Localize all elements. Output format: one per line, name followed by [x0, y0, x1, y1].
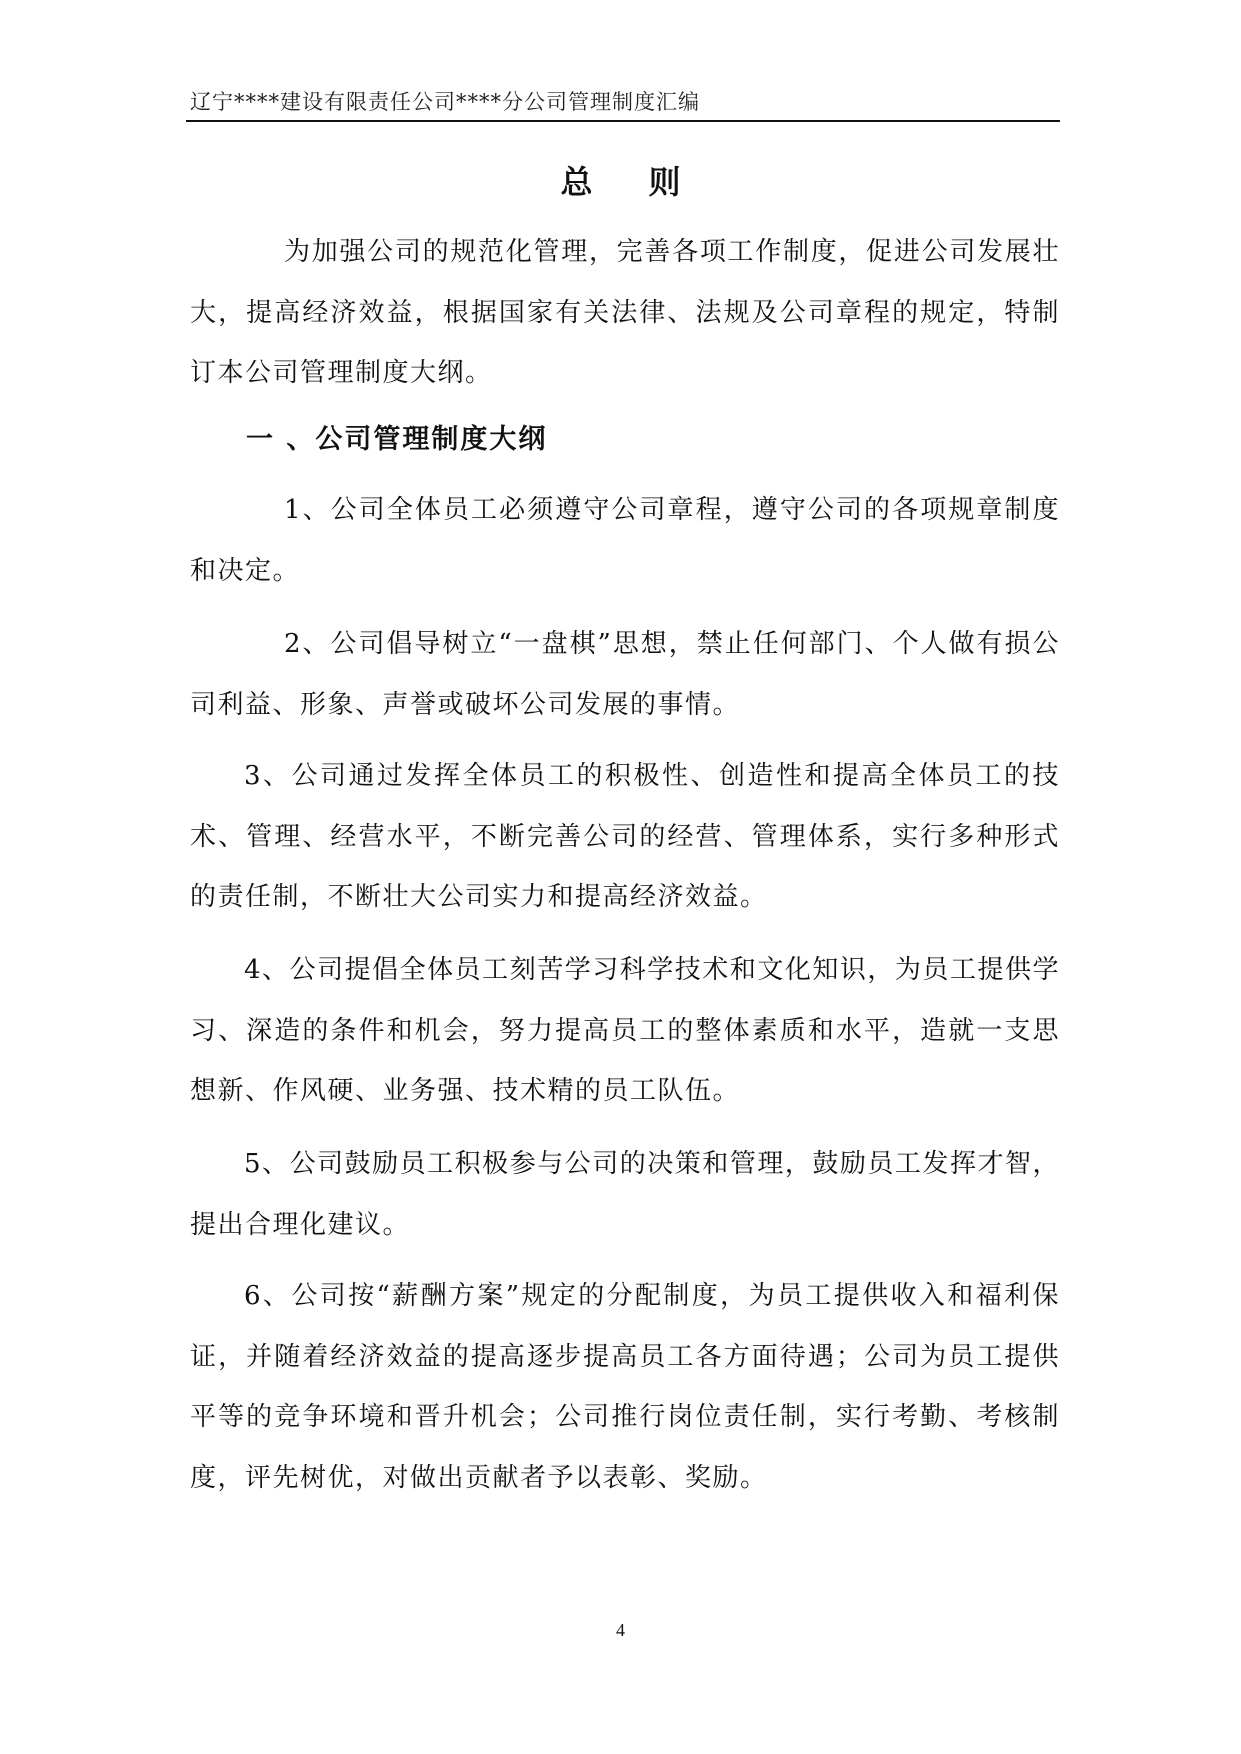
list-item: 3、公司通过发挥全体员工的积极性、创造性和提高全体员工的技术、管理、经营水平，不断完善公司的经营、管理体系，实行多种形式的责任制，不断壮大公司实力和提高经济效益。 — [190, 761, 1060, 913]
list-item: 6、公司按“薪酬方案”规定的分配制度，为员工提供收入和福利保证，并随着经济效益的提高逐步提高员工各方面待遇；公司为员工提供平等的竞争环境和晋升机会；公司推行岗位责任制，实行考勤、考核制度，评先树优，对做出贡献者予以表彰、奖励。 — [190, 1281, 1060, 1493]
document-title: 总则 — [560, 163, 737, 201]
list-item: 1、公司全体员工必须遵守公司章程，遵守公司的各项规章制度和决定。 — [190, 495, 1060, 586]
intro-paragraph: 为加强公司的规范化管理，完善各项工作制度，促进公司发展壮大，提高经济效益，根据国家有关法律、法规及公司章程的规定，特制订本公司管理制度大纲。 — [190, 237, 1060, 389]
section-heading: 一 、公司管理制度大纲 — [246, 424, 548, 455]
running-header: 辽宁****建设有限责任公司****分公司管理制度汇编 — [190, 90, 700, 114]
list-item: 5、公司鼓励员工积极参与公司的决策和管理，鼓励员工发挥才智，提出合理化建议。 — [190, 1149, 1060, 1240]
list-item: 4、公司提倡全体员工刻苦学习科学技术和文化知识，为员工提供学习、深造的条件和机会，努力提高员工的整体素质和水平，造就一支思想新、作风硬、业务强、技术精的员工队伍。 — [190, 955, 1060, 1107]
header-rule — [186, 120, 1060, 122]
list-item: 2、公司倡导树立“一盘棋”思想，禁止任何部门、个人做有损公司利益、形象、声誉或破坏公司发展的事情。 — [190, 629, 1060, 720]
page-number: 4 — [616, 1620, 625, 1640]
